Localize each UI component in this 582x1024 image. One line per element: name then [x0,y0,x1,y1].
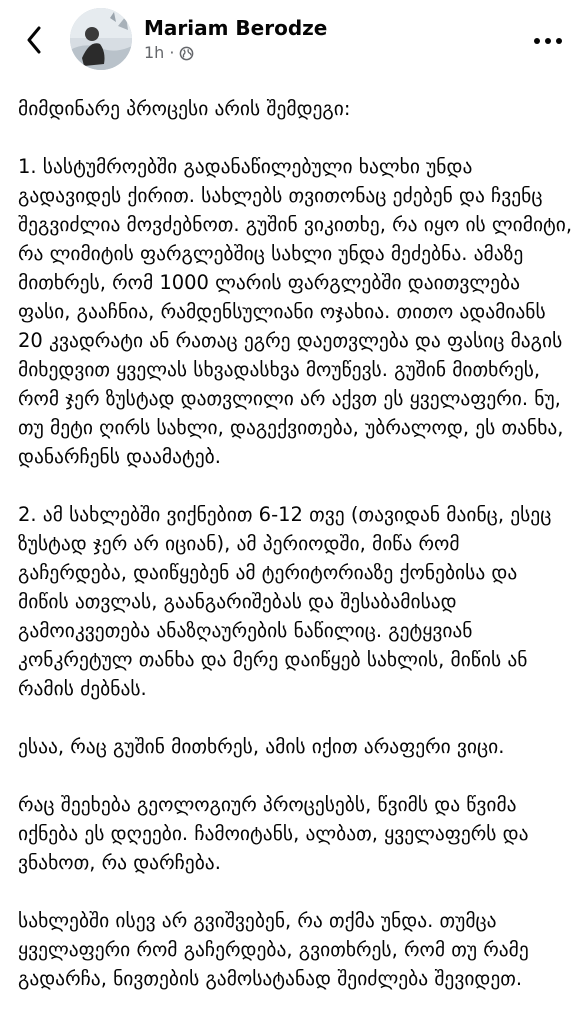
globe-icon [179,46,194,61]
meta-separator: · [169,43,175,62]
profile-photo [70,8,132,70]
author-name[interactable]: Mariam Berodze [144,16,328,40]
back-button[interactable] [18,22,50,58]
post-timestamp[interactable]: 1h [144,43,165,62]
chevron-left-icon [26,26,42,54]
post-paragraph: ესაა, რაც გუშინ მითხრეს, ამის იქით არაფერი ვიცი. [18,735,505,758]
post-paragraph: სახლებში ისევ არ გვიშვებენ, რა თქმა უნდა. თუმცა ყველაფერი რომ გაჩერდება, გვითხრეს, რომ თუ რამე გადარჩა, ნივთების გამოსატანად შეიძლება შევიდეთ. [18,909,529,990]
post-paragraph: 2. ამ სახლებში ვიქნებით 6-12 თვე (თავიდან მაინც, ესეც ზუსტად ჯერ არ იციან), ამ პერიოდში, მიწა რომ გაჩერდება, დაიწყებენ ამ ტერიტორიაზე ქონებისა და მიწის ათვლას, გაანგარიშებას და შესაბამისად გამოიკვეთება ანაზღაურების ნაწილიც. გეტყვიან კონკრეტულ თანხა და მერე დაიწყებ სახლის, მიწის ან რამის ძებნას. [18,503,552,700]
more-horizontal-icon [533,37,563,45]
post-text [18,94,574,1022]
post-paragraph: მიმდინარე პროცესი არის შემდეგი: [18,97,351,120]
post-header [0,0,582,80]
avatar[interactable] [70,8,132,70]
post-paragraph: რაც შეეხება გეოლოგიურ პროცესებს, წვიმს და წვიმა იქნება ეს დღეები. ჩამოიტანს, ალბათ, ყველაფერს და ვნახოთ, რა დარჩება. [18,793,529,874]
post-paragraph: 1. სასტუმროებში გადანაწილებული ხალხი უნდა გადავიდეს ქირით. სახლებს თვითონაც ეძებენ და ჩვენც შეგვიძლია მოვძებნოთ. გუშინ ვიკითხე, რა იყო ის ლიმიტი, რა ლიმიტის ფარგლებშიც სახლი უნდა მეძებნა. ამაზე მითხრეს, რომ 1000 ლარის ფარგლებში დაითვლება ფასი, გააჩნია, რამდენსულიანი ოჯახია. თითო ადამიანს 20 კვადრატი ან რათაც ეგრე დაეთვლება და ფასიც მაგის მიხედვით ყველას სხვადასხვა მოუწევს. გუშინ მითხრეს, რომ ჯერ ზუსტად დათვლილი არ აქვთ ეს ყველაფერი. ნუ, თუ მეტი ღირს სახლი, დაგექვითება, უბრალოდ, ეს თანხა, დანარჩენს დაამატებ. [18,155,573,468]
post-meta [144,43,194,63]
more-options-button[interactable] [528,26,568,56]
